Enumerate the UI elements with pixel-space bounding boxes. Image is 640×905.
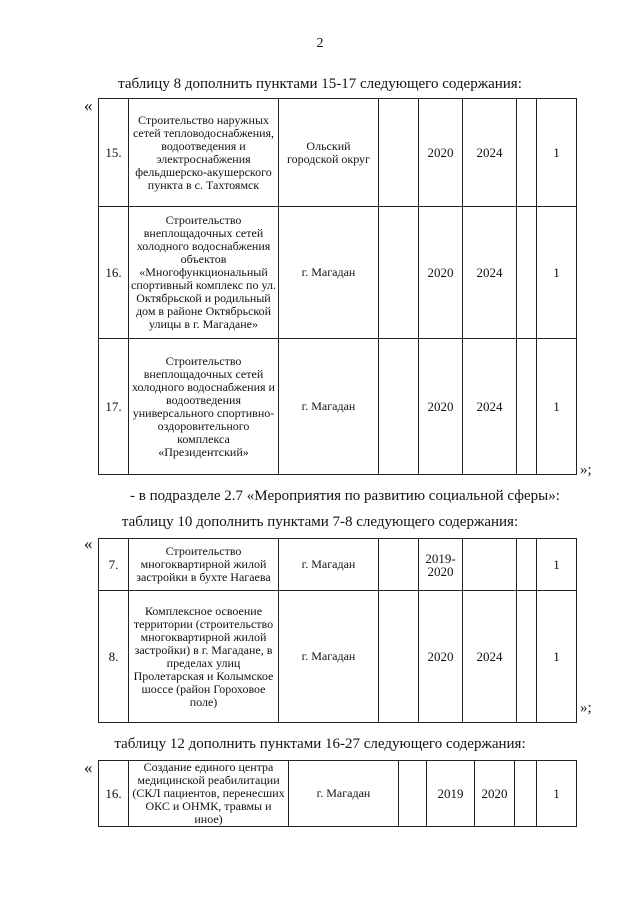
row-number: 7. (99, 539, 129, 591)
location: г. Магадан (279, 339, 379, 475)
empty-cell (517, 339, 537, 475)
row-number: 8. (99, 591, 129, 723)
empty-cell (379, 539, 419, 591)
table8-intro: таблицу 8 дополнить пунктами 15-17 следующего содержания: (118, 76, 522, 92)
value-cell: 1 (537, 99, 577, 207)
end-year (463, 539, 517, 591)
empty-cell (399, 761, 427, 827)
value-cell: 1 (537, 207, 577, 339)
end-year: 2020 (475, 761, 515, 827)
table8 (98, 98, 577, 475)
table-row (99, 99, 577, 207)
table10 (98, 538, 577, 723)
empty-cell (515, 761, 537, 827)
project-name: Комплексное освоение территории (строительство многоквартирной жилой застройки) в г. Магадане, в пределах улиц Пролетарская и Колымское шоссе (район Гороховое поле) (129, 591, 279, 723)
value-cell: 1 (537, 761, 577, 827)
value-cell: 1 (537, 339, 577, 475)
page-number: 2 (316, 36, 324, 51)
project-name: Создание единого центра медицинской реабилитации (СКЛ пациентов, перенесших ОКС и ОНМК, травмы и иное) (129, 761, 289, 827)
empty-cell (379, 591, 419, 723)
project-name: Строительство внеплощадочных сетей холодного водоснабжения объектов «Многофункциональный спортивный комплекс по ул. Октябрьской и родильный дом в районе Октябрьской улицы в г. Магадане» (129, 207, 279, 339)
table-row (99, 539, 577, 591)
location: Ольский городской округ (279, 99, 379, 207)
table10-open-quote: « (84, 534, 93, 553)
end-year: 2024 (463, 339, 517, 475)
empty-cell (517, 591, 537, 723)
table-row (99, 761, 577, 827)
start-year: 2020 (419, 207, 463, 339)
location: г. Магадан (279, 591, 379, 723)
table8-close-mark: »; (580, 462, 592, 478)
table10-intro: таблицу 10 дополнить пунктами 7-8 следующего содержания: (121, 514, 519, 530)
start-year: 2019 (427, 761, 475, 827)
table12 (98, 760, 577, 827)
empty-cell (517, 99, 537, 207)
table12-intro: таблицу 12 дополнить пунктами 16-27 следующего содержания: (114, 736, 526, 752)
end-year: 2024 (463, 207, 517, 339)
empty-cell (379, 99, 419, 207)
end-year: 2024 (463, 99, 517, 207)
location: г. Магадан (289, 761, 399, 827)
start-year: 2019-2020 (419, 539, 463, 591)
empty-cell (517, 539, 537, 591)
end-year: 2024 (463, 591, 517, 723)
start-year: 2020 (419, 99, 463, 207)
row-number: 16. (99, 761, 129, 827)
row-number: 17. (99, 339, 129, 475)
table10-close-mark: »; (580, 700, 592, 716)
table-row (99, 591, 577, 723)
row-number: 15. (99, 99, 129, 207)
project-name: Строительство многоквартирной жилой застройки в бухте Нагаева (129, 539, 279, 591)
value-cell: 1 (537, 539, 577, 591)
value-cell: 1 (537, 591, 577, 723)
table8-open-quote: « (84, 96, 93, 115)
empty-cell (379, 207, 419, 339)
subsection-heading: - в подразделе 2.7 «Мероприятия по развитию социальной сферы»: (130, 488, 560, 504)
location: г. Магадан (279, 207, 379, 339)
row-number: 16. (99, 207, 129, 339)
location: г. Магадан (279, 539, 379, 591)
empty-cell (379, 339, 419, 475)
start-year: 2020 (419, 591, 463, 723)
project-name: Строительство внеплощадочных сетей холодного водоснабжения и водоотведения универсального спортивно-оздоровительного комплекса «Президентский» (129, 339, 279, 475)
table-row (99, 207, 577, 339)
table12-open-quote: « (84, 758, 93, 777)
project-name: Строительство наружных сетей тепловодоснабжения, водоотведения и электроснабжения фельдшерско-акушерского пункта в с. Тахтоямск (129, 99, 279, 207)
table-row (99, 339, 577, 475)
start-year: 2020 (419, 339, 463, 475)
empty-cell (517, 207, 537, 339)
